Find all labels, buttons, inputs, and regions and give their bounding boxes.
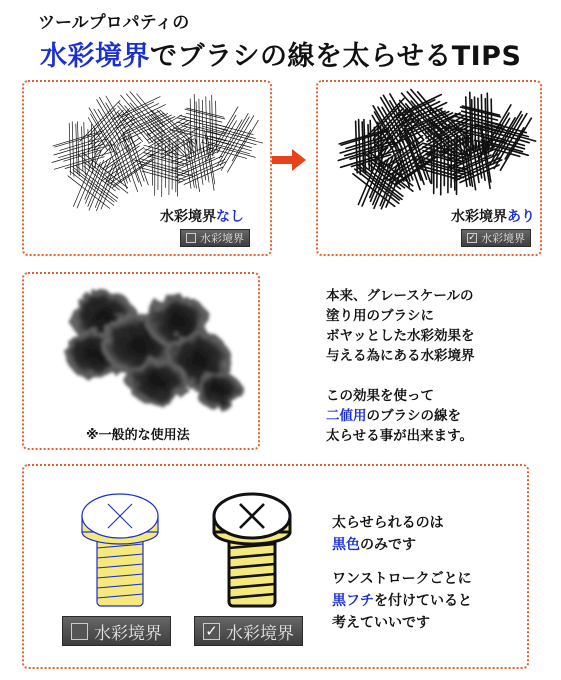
explanation-text	[326, 286, 475, 446]
screw-explanation-text	[332, 512, 472, 634]
hatch-stroke	[177, 159, 225, 180]
title-rest: でブラシの線を太らせるTIPS	[150, 41, 522, 72]
check-icon[interactable]: ✓	[468, 233, 476, 243]
screw-text-rest: を付けていると	[374, 593, 472, 609]
screw-text-accent: 黒フチ	[332, 593, 374, 609]
hatch-stroke	[80, 101, 120, 142]
general-use-note: ※一般的な使用法	[86, 428, 190, 443]
checkbox-on-large-label: 水彩境界	[226, 623, 294, 644]
screw-text-line: 考えていいです	[332, 615, 430, 631]
hatching-thin-illustration	[40, 88, 265, 223]
hatch-stroke	[212, 95, 213, 156]
label-off-main: 水彩境界	[160, 209, 216, 225]
screw-text-line: 太らせられるのは	[332, 515, 444, 531]
explanation-line: 与える為にある水彩境界	[326, 348, 475, 364]
screw-text-line	[332, 590, 472, 612]
hatch-stroke	[140, 164, 186, 177]
explanation-line: この効果を使って	[326, 388, 434, 404]
hatch-stroke	[206, 107, 238, 161]
hatch-stroke	[157, 110, 195, 148]
checkbox-watercolor-edge-off-large[interactable]	[62, 616, 171, 646]
checkbox-watercolor-edge-on-large[interactable]	[194, 616, 303, 646]
hatch-stroke	[190, 99, 191, 153]
hatch-stroke	[142, 171, 180, 181]
hatch-stroke	[184, 167, 223, 185]
hatch-stroke	[186, 113, 222, 122]
screw-thin-outline-illustration	[76, 490, 164, 612]
screw-text-line	[332, 534, 472, 556]
explanation-line: ボヤッとした水彩効果を	[326, 328, 475, 344]
hatch-stroke	[137, 94, 165, 126]
explanation-accent: 二値用	[326, 408, 367, 424]
page-title	[40, 34, 521, 73]
watercolor-blob-illustration	[58, 282, 248, 414]
checkbox-box-empty[interactable]	[186, 233, 196, 243]
screw-text-line: ワンストロークごとに	[332, 571, 472, 587]
hatch-stroke	[187, 108, 224, 117]
screw-thick-outline-illustration	[208, 490, 296, 612]
hatch-stroke	[60, 139, 99, 151]
label-on	[451, 206, 535, 226]
check-icon[interactable]: ✓	[203, 623, 220, 640]
checkbox-off-label: 水彩境界	[200, 232, 244, 245]
hatch-stroke	[194, 94, 195, 157]
checkbox-watercolor-edge-off[interactable]	[180, 229, 250, 247]
checkbox-on-label: 水彩境界	[481, 232, 525, 245]
explanation-line: 塗り用のブラシに	[326, 308, 434, 324]
hatch-stroke	[73, 170, 114, 202]
page-subtitle: ツールプロパティの	[38, 13, 190, 33]
label-on-accent: あり	[507, 209, 535, 225]
explanation-line: 太らせる事が出来ます。	[326, 428, 474, 444]
screw-text-rest: のみです	[360, 537, 416, 553]
explanation-line-rest: のブラシの線を	[366, 408, 461, 424]
explanation-line: 本来、グレースケールの	[326, 288, 474, 304]
checkbox-off-large-label: 水彩境界	[94, 623, 162, 644]
hatch-stroke	[148, 118, 186, 141]
checkbox-watercolor-edge-on[interactable]	[461, 229, 531, 247]
hatch-stroke	[470, 92, 471, 155]
label-off-accent: なし	[216, 209, 244, 225]
label-on-main: 水彩境界	[451, 209, 507, 225]
explanation-line	[326, 406, 475, 426]
arrow-right-icon	[272, 149, 306, 171]
label-off	[160, 206, 244, 226]
screw-text-accent: 黒色	[332, 537, 360, 553]
hatching-thick-illustration	[330, 86, 535, 221]
hatch-stroke	[144, 153, 188, 165]
title-accent: 水彩境界	[40, 41, 150, 72]
hatch-stroke	[82, 127, 83, 171]
checkbox-box-empty[interactable]	[71, 623, 88, 640]
